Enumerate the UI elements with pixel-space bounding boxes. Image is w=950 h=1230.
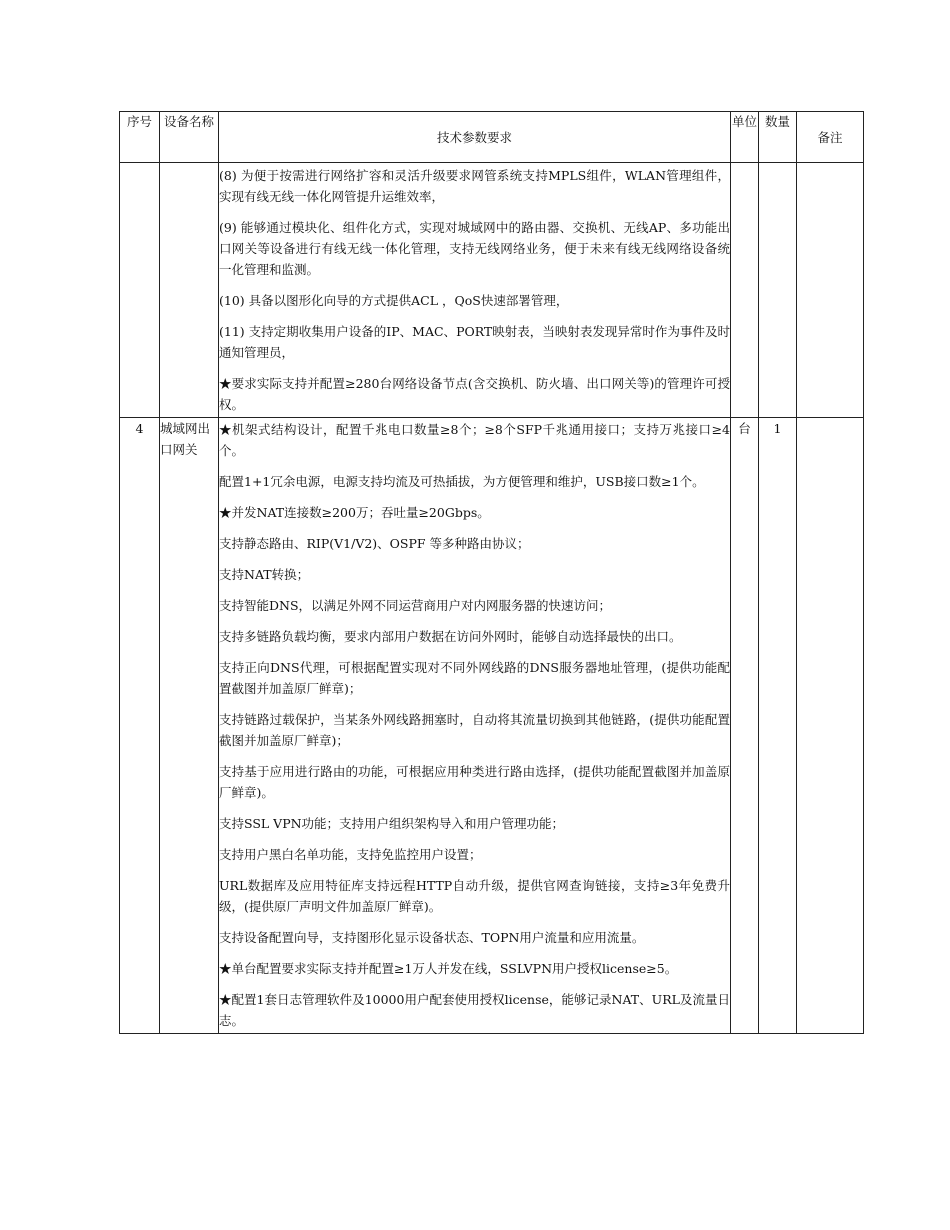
cell-unit: 台	[731, 418, 759, 1034]
spec-paragraph: (10) 具备以图形化向导的方式提供ACL ，QoS快速部署管理，	[219, 293, 569, 308]
cell-name	[160, 163, 219, 418]
header-qty: 数量	[759, 112, 797, 163]
spec-paragraph: (9) 能够通过模块化、组件化方式，实现对城域网中的路由器、交换机、无线AP、多功能出口网关等设备进行有线无线一体化管理，支持无线网络业务，便于未来有线无线网络设备统一化管理和监测。	[219, 220, 730, 277]
header-unit: 单位	[731, 112, 759, 163]
spec-paragraph: 支持用户黑白名单功能，支持免监控用户设置；	[219, 847, 482, 862]
spec-paragraph: 支持智能DNS，以满足外网不同运营商用户对内网服务器的快速访问；	[219, 598, 612, 613]
spec-paragraph: ★要求实际支持并配置≥280台网络设备节点(含交换机、防火墙、出口网关等)的管理许可授权。	[219, 376, 730, 412]
spec-paragraph: 支持SSL VPN功能；支持用户组织架构导入和用户管理功能；	[219, 816, 565, 831]
table-row	[120, 163, 864, 418]
cell-spec	[219, 163, 731, 418]
spec-paragraph: 支持基于应用进行路由的功能，可根据应用种类进行路由选择，(提供功能配置截图并加盖原厂鲜章)。	[219, 764, 730, 800]
spec-paragraph: 支持正向DNS代理，可根据配置实现对不同外网线路的DNS服务器地址管理，(提供功能配置截图并加盖原厂鲜章)；	[219, 660, 730, 696]
cell-qty	[759, 163, 797, 418]
table-row	[120, 418, 864, 1034]
spec-paragraph: 支持设备配置向导，支持图形化显示设备状态、TOPN用户流量和应用流量。	[219, 930, 645, 945]
spec-paragraph: ★配置1套日志管理软件及10000用户配套使用授权license，能够记录NAT、URL及流量日志。	[219, 992, 730, 1028]
spec-paragraph: (8) 为便于按需进行网络扩容和灵活升级要求网管系统支持MPLS组件，WLAN管理组件，实现有线无线一体化网管提升运维效率，	[219, 168, 730, 204]
spec-paragraph: URL数据库及应用特征库支持远程HTTP自动升级，提供官网查询链接，支持≥3年免费升级，(提供原厂声明文件加盖原厂鲜章)。	[219, 878, 730, 914]
header-name: 设备名称	[160, 112, 219, 163]
cell-no: 4	[120, 418, 160, 1034]
spec-paragraph: ★单台配置要求实际支持并配置≥1万人并发在线，SSLVPN用户授权license≥5。	[219, 961, 678, 976]
cell-note	[797, 418, 864, 1034]
spec-paragraph: ★机架式结构设计，配置千兆电口数量≥8个；≥8个SFP千兆通用接口；支持万兆接口≥4个。	[219, 422, 730, 458]
header-no: 序号	[120, 112, 160, 163]
header-note: 备注	[797, 112, 864, 163]
spec-paragraph: (11) 支持定期收集用户设备的IP、MAC、PORT映射表，当映射表发现异常时作为事件及时通知管理员，	[219, 324, 730, 360]
spec-paragraph: 支持静态路由、RIP(V1/V2)、OSPF 等多种路由协议；	[219, 536, 530, 551]
spec-table	[119, 111, 864, 1034]
spec-paragraph: 支持链路过载保护，当某条外网线路拥塞时，自动将其流量切换到其他链路，(提供功能配置截图并加盖原厂鲜章)；	[219, 712, 730, 748]
cell-unit	[731, 163, 759, 418]
table-header-row	[120, 112, 864, 163]
spec-paragraph: 支持多链路负载均衡，要求内部用户数据在访问外网时，能够自动选择最快的出口。	[219, 629, 682, 644]
header-spec: 技术参数要求	[219, 112, 731, 163]
spec-paragraph: 支持NAT转换；	[219, 567, 310, 582]
spec-paragraph: ★并发NAT连接数≥200万；吞吐量≥20Gbps。	[219, 505, 490, 520]
cell-note	[797, 163, 864, 418]
spec-paragraph: 配置1+1冗余电源，电源支持均流及可热插拔，为方便管理和维护，USB接口数≥1个。	[219, 474, 705, 489]
cell-qty: 1	[759, 418, 797, 1034]
cell-name: 城域网出口网关	[160, 418, 219, 1034]
cell-no	[120, 163, 160, 418]
cell-spec	[219, 418, 731, 1034]
